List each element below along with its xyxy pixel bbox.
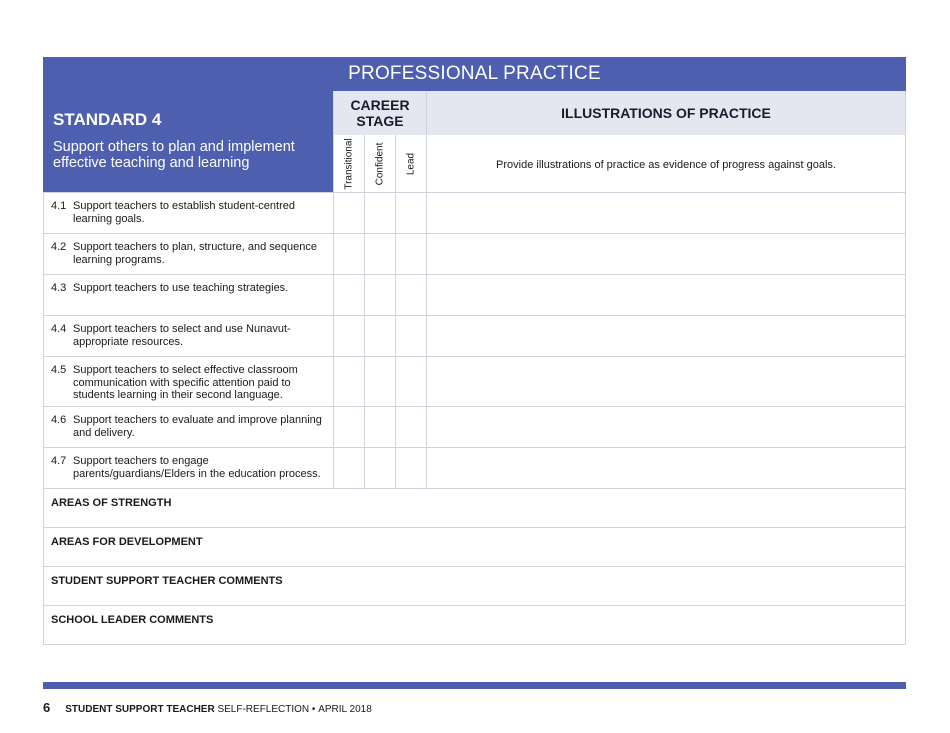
table-header bbox=[43, 91, 906, 193]
checkbox-confident[interactable] bbox=[365, 316, 396, 356]
illustration-field[interactable] bbox=[427, 275, 906, 315]
stage-labels bbox=[334, 135, 426, 192]
row-text: Support teachers to select effective classroom communication with specific attention paid to students learning in their second language. bbox=[73, 364, 298, 401]
row-text: Support teachers to select and use Nunavut-appropriate resources. bbox=[73, 323, 291, 348]
stage-confident: Confident bbox=[365, 135, 396, 192]
row-text: Support teachers to plan, structure, and sequence learning programs. bbox=[73, 241, 317, 266]
row-text: Support teachers to engage parents/guardians/Elders in the education process. bbox=[73, 455, 321, 480]
table-row: 4.6 Support teachers to evaluate and improve planning and delivery. bbox=[43, 407, 906, 448]
checkbox-transitional[interactable] bbox=[334, 357, 365, 406]
checkbox-transitional[interactable] bbox=[334, 316, 365, 356]
checkbox-lead[interactable] bbox=[396, 407, 426, 447]
illustration-field[interactable] bbox=[427, 193, 906, 233]
checkbox-lead[interactable] bbox=[396, 193, 426, 233]
checkbox-confident[interactable] bbox=[365, 275, 396, 315]
page-number: 6 bbox=[43, 700, 51, 715]
school-leader-comments-field[interactable]: SCHOOL LEADER COMMENTS bbox=[43, 606, 906, 645]
checkbox-lead[interactable] bbox=[396, 275, 426, 315]
stage-lead: Lead bbox=[405, 152, 417, 175]
section-banner: PROFESSIONAL PRACTICE bbox=[43, 57, 906, 91]
page-footer bbox=[43, 700, 372, 715]
table-row: 4.7 Support teachers to engage parents/guardians/Elders in the education process. bbox=[43, 448, 906, 489]
checkbox-lead[interactable] bbox=[396, 448, 426, 488]
illustration-field[interactable] bbox=[427, 357, 906, 406]
table-row: 4.4 Support teachers to select and use Nunavut-appropriate resources. bbox=[43, 316, 906, 357]
checkbox-transitional[interactable] bbox=[334, 407, 365, 447]
checkbox-confident[interactable] bbox=[365, 407, 396, 447]
table-row: 4.1 Support teachers to establish student-centred learning goals. bbox=[43, 193, 906, 234]
footer-date: APRIL 2018 bbox=[318, 704, 372, 715]
row-text: Support teachers to evaluate and improve planning and delivery. bbox=[73, 414, 322, 439]
row-text: Support teachers to establish student-centred learning goals. bbox=[73, 200, 295, 225]
illustration-field[interactable] bbox=[427, 316, 906, 356]
stage-transitional: Transitional bbox=[334, 135, 365, 192]
standard-block bbox=[43, 91, 333, 192]
table-row: 4.3 Support teachers to use teaching strategies. bbox=[43, 275, 906, 316]
checkbox-lead[interactable] bbox=[396, 316, 426, 356]
career-stage-heading: CAREER STAGE bbox=[334, 91, 426, 135]
illustration-field[interactable] bbox=[427, 448, 906, 488]
checkbox-transitional[interactable] bbox=[334, 275, 365, 315]
footer-separator: • bbox=[309, 704, 319, 715]
checkbox-lead[interactable] bbox=[396, 357, 426, 406]
standard-number: STANDARD 4 bbox=[53, 110, 162, 129]
illustrations-heading: ILLUSTRATIONS OF PRACTICE bbox=[427, 91, 905, 135]
practice-form bbox=[43, 57, 906, 645]
footer-title-bold: STUDENT SUPPORT TEACHER bbox=[65, 704, 215, 715]
footer-rule bbox=[43, 682, 906, 689]
checkbox-transitional[interactable] bbox=[334, 234, 365, 274]
support-teacher-comments-field[interactable]: STUDENT SUPPORT TEACHER COMMENTS bbox=[43, 567, 906, 606]
areas-for-development-field[interactable]: AREAS FOR DEVELOPMENT bbox=[43, 528, 906, 567]
checkbox-confident[interactable] bbox=[365, 234, 396, 274]
row-text: Support teachers to use teaching strategies. bbox=[73, 282, 289, 294]
illustrations-header bbox=[427, 91, 906, 192]
standard-description: Support others to plan and implement effective teaching and learning bbox=[53, 139, 295, 171]
footer-title-rest: SELF-REFLECTION bbox=[214, 704, 310, 715]
checkbox-confident[interactable] bbox=[365, 193, 396, 233]
illustration-field[interactable] bbox=[427, 407, 906, 447]
checkbox-lead[interactable] bbox=[396, 234, 426, 274]
checkbox-confident[interactable] bbox=[365, 357, 396, 406]
checkbox-transitional[interactable] bbox=[334, 448, 365, 488]
illustrations-instruction: Provide illustrations of practice as evidence of progress against goals. bbox=[496, 158, 836, 171]
checkbox-confident[interactable] bbox=[365, 448, 396, 488]
checkbox-transitional[interactable] bbox=[334, 193, 365, 233]
areas-of-strength-field[interactable]: AREAS OF STRENGTH bbox=[43, 489, 906, 528]
illustration-field[interactable] bbox=[427, 234, 906, 274]
table-row: 4.2 Support teachers to plan, structure, and sequence learning programs. bbox=[43, 234, 906, 275]
table-row: 4.5 Support teachers to select effective classroom communication with specific attention paid to students learning in their second language. bbox=[43, 357, 906, 407]
career-stage-header bbox=[333, 91, 427, 192]
